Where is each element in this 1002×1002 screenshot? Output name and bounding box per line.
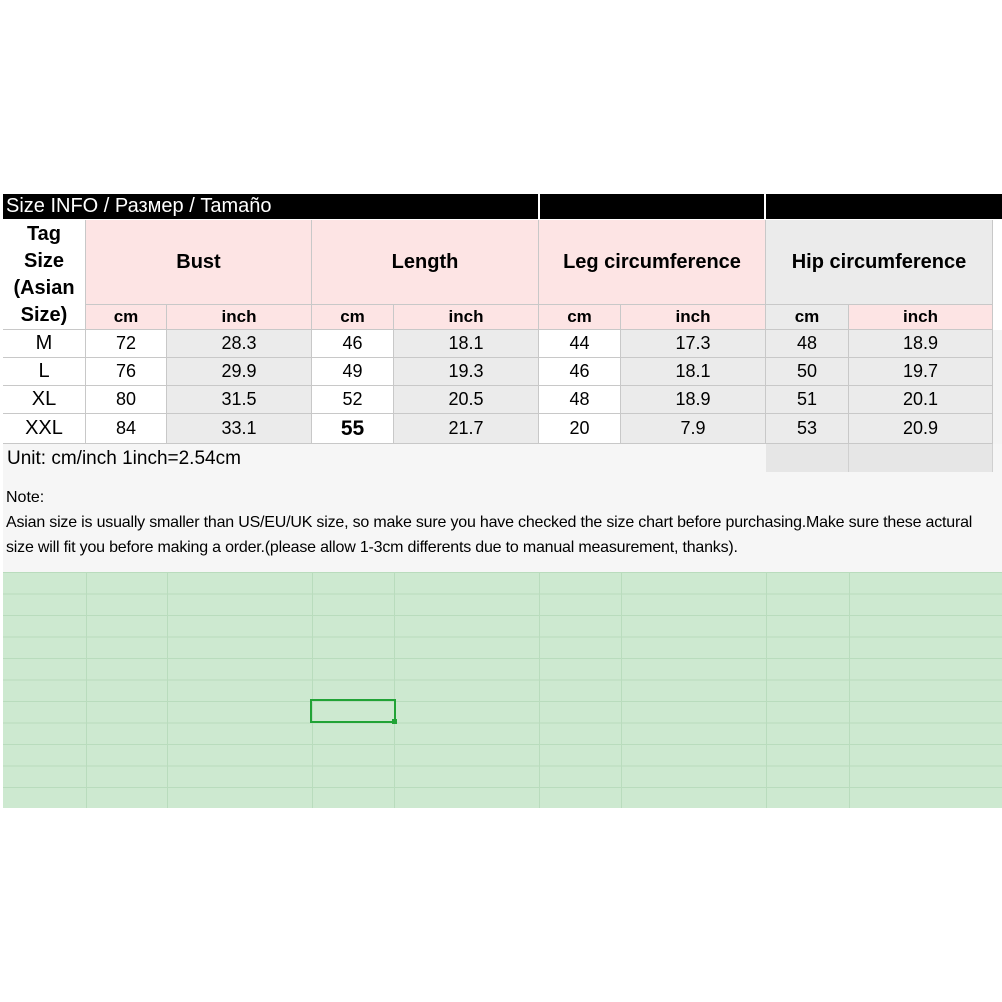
grid-column-line — [766, 572, 767, 808]
size-label-cell[interactable]: M — [3, 330, 86, 358]
table-cell[interactable]: 46 — [539, 358, 621, 386]
table-cell[interactable]: 18.9 — [621, 386, 766, 414]
tag-size-header[interactable] — [3, 220, 86, 330]
empty-sheet-grid[interactable] — [3, 572, 1002, 808]
fill-handle[interactable] — [392, 719, 397, 724]
table-cell[interactable]: 55 — [312, 414, 394, 444]
unit-note: Unit: cm/inch 1inch=2.54cm — [7, 448, 241, 469]
bust-header[interactable]: Bust — [86, 220, 312, 305]
note-label: Note: — [6, 489, 45, 506]
selected-cell[interactable] — [310, 699, 396, 723]
table-cell[interactable]: 7.9 — [621, 414, 766, 444]
table-cell[interactable]: 17.3 — [621, 330, 766, 358]
unit-cm-header[interactable]: cm — [312, 305, 394, 330]
grid-column-line — [86, 572, 87, 808]
footer-cell — [766, 444, 849, 472]
unit-inch-header[interactable]: inch — [621, 305, 766, 330]
note-body: Asian size is usually smaller than US/EU/UK size, so make sure you have checked the size chart before purchasing.Make sure these actural size will fit you before making a order.(please allow 1-3cm differents due to manual measurement, thanks). — [6, 514, 973, 556]
tag-size-header-line: Tag — [26, 222, 62, 245]
table-cell[interactable]: 44 — [539, 330, 621, 358]
grid-column-line — [621, 572, 622, 808]
table-cell[interactable]: 48 — [766, 330, 849, 358]
table-cell[interactable]: 46 — [312, 330, 394, 358]
table-cell[interactable]: 50 — [766, 358, 849, 386]
grid-column-line — [167, 572, 168, 808]
table-row-marker — [993, 386, 1002, 414]
table-cell[interactable]: 31.5 — [167, 386, 312, 414]
tag-size-header-line: Size — [23, 249, 65, 272]
unit-cm-header[interactable]: cm — [539, 305, 621, 330]
table-cell[interactable]: 20 — [539, 414, 621, 444]
grid-column-line — [539, 572, 540, 808]
table-cell[interactable]: 19.3 — [394, 358, 539, 386]
table-cell[interactable]: 18.9 — [849, 330, 993, 358]
size-label-cell[interactable]: XXL — [3, 414, 86, 444]
tag-size-header-line: Size) — [20, 303, 68, 326]
table-cell[interactable]: 21.7 — [394, 414, 539, 444]
table-row-marker — [993, 358, 1002, 386]
table-cell[interactable]: 20.5 — [394, 386, 539, 414]
table-cell[interactable]: 33.1 — [167, 414, 312, 444]
title-bar-divider — [764, 194, 766, 219]
table-cell[interactable]: 76 — [86, 358, 167, 386]
table-cell[interactable]: 49 — [312, 358, 394, 386]
title-bar-divider — [538, 194, 540, 219]
table-cell[interactable]: 29.9 — [167, 358, 312, 386]
table-cell[interactable]: 53 — [766, 414, 849, 444]
unit-inch-header[interactable]: inch — [394, 305, 539, 330]
hip-circumference-header[interactable]: Hip circumference — [766, 220, 993, 305]
table-cell[interactable]: 18.1 — [394, 330, 539, 358]
table-cell[interactable]: 28.3 — [167, 330, 312, 358]
size-label-cell[interactable]: XL — [3, 386, 86, 414]
table-cell[interactable]: 48 — [539, 386, 621, 414]
footer-cell — [849, 444, 993, 472]
table-cell[interactable]: 20.1 — [849, 386, 993, 414]
unit-cm-header[interactable]: cm — [766, 305, 849, 330]
size-label-cell[interactable]: L — [3, 358, 86, 386]
table-cell[interactable]: 80 — [86, 386, 167, 414]
table-cell[interactable]: 84 — [86, 414, 167, 444]
table-cell[interactable]: 19.7 — [849, 358, 993, 386]
table-row-marker — [993, 330, 1002, 358]
grid-column-line — [394, 572, 395, 808]
unit-inch-header[interactable]: inch — [849, 305, 993, 330]
table-cell[interactable]: 20.9 — [849, 414, 993, 444]
table-cell[interactable]: 18.1 — [621, 358, 766, 386]
leg-circumference-header[interactable]: Leg circumference — [539, 220, 766, 305]
unit-inch-header[interactable]: inch — [167, 305, 312, 330]
unit-cm-header[interactable]: cm — [86, 305, 167, 330]
table-cell[interactable]: 72 — [86, 330, 167, 358]
grid-column-line — [312, 572, 313, 808]
sheet-title: Size INFO / Размер / Tamaño — [6, 195, 272, 217]
table-row-marker — [993, 414, 1002, 444]
grid-column-line — [849, 572, 850, 808]
table-cell[interactable]: 51 — [766, 386, 849, 414]
table-cell[interactable]: 52 — [312, 386, 394, 414]
tag-size-header-line: (Asian — [13, 276, 75, 299]
length-header[interactable]: Length — [312, 220, 539, 305]
